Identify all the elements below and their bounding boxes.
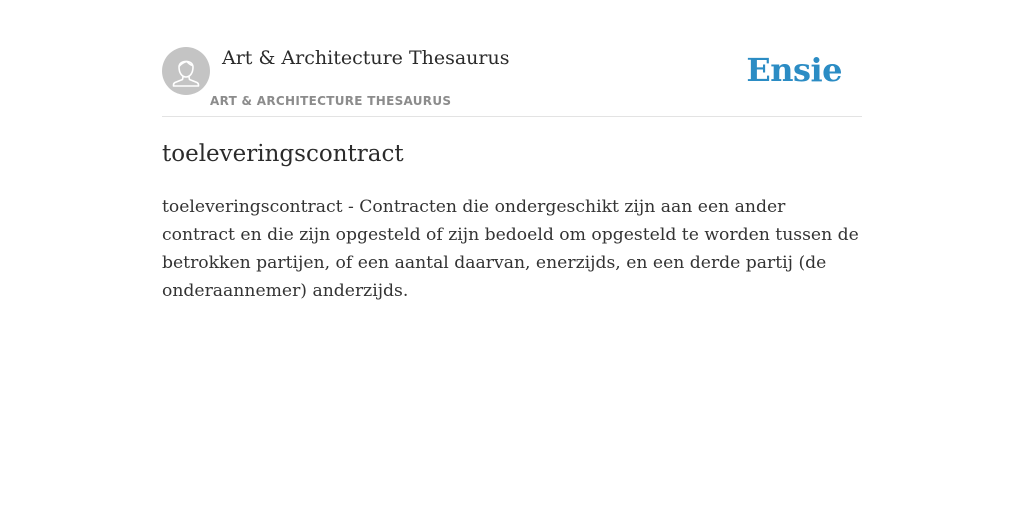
author-name[interactable]: Art & Architecture Thesaurus	[222, 47, 510, 69]
term-title: toeleveringscontract	[162, 141, 404, 167]
user-avatar-icon[interactable]	[162, 47, 210, 95]
author-header	[162, 0, 862, 117]
author-category[interactable]: ART & ARCHITECTURE THESAURUS	[210, 94, 452, 108]
term-definition: toeleveringscontract - Contracten die ondergeschikt zijn aan een ander contract en die zijn opgesteld of zijn bedoeld om opgesteld te worden tussen de betrokken partijen, of een aantal daarvan, enerzijds, en een derde partij (de onderaannemer) anderzijds.	[162, 197, 859, 301]
page-content	[162, 0, 862, 512]
ensie-logo[interactable]: Ensie	[746, 51, 842, 89]
